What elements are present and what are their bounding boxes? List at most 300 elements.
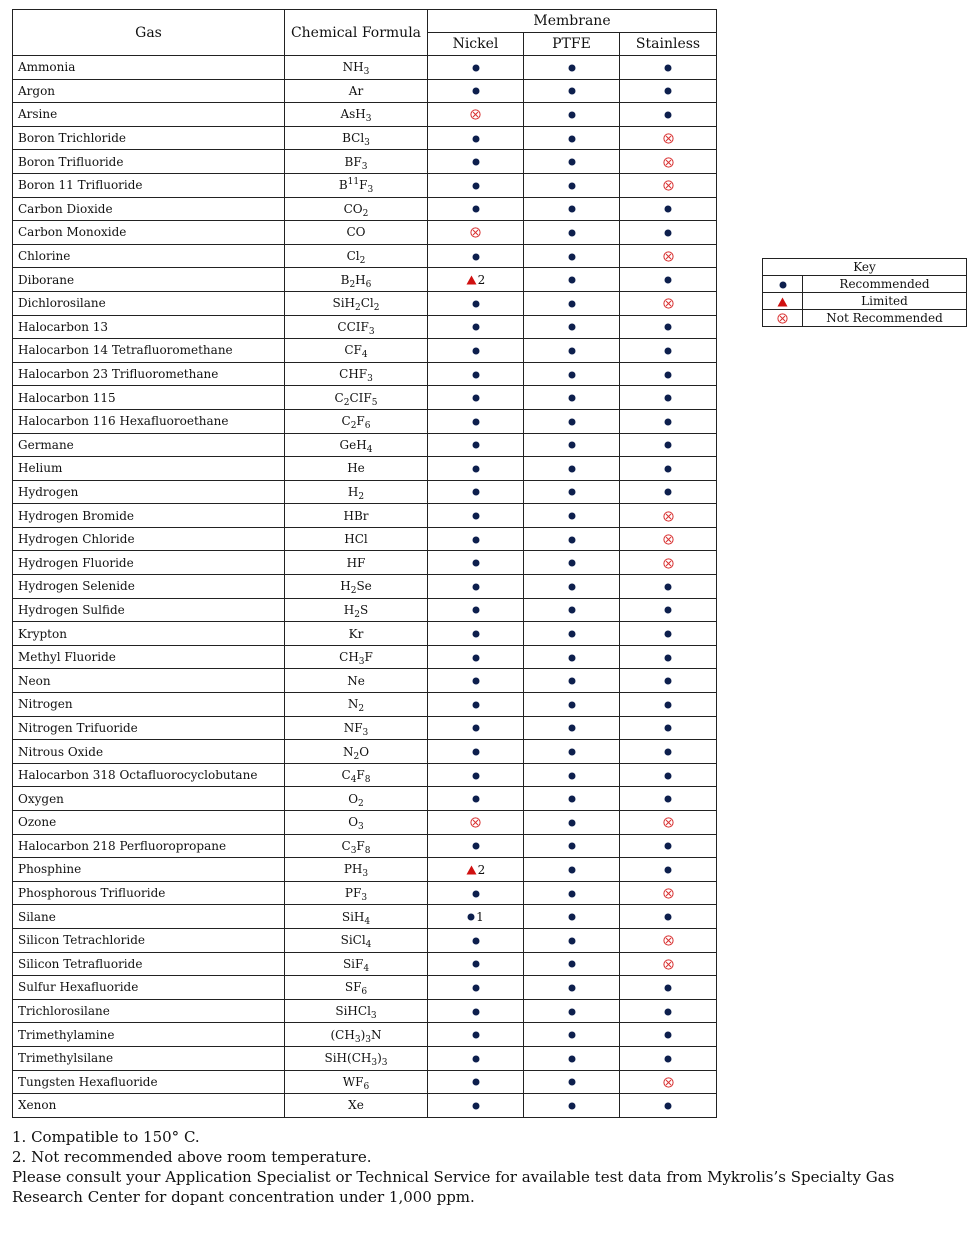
table-row	[13, 858, 717, 882]
recommended-dot-icon	[664, 748, 672, 756]
recommended-dot-icon	[664, 347, 672, 355]
recommended-dot-icon	[568, 64, 576, 72]
gas-name-cell: Chlorine	[13, 244, 285, 268]
table-row	[13, 504, 717, 528]
ptfe-rating-cell	[524, 905, 620, 929]
table-row	[13, 693, 717, 717]
recommended-dot-icon	[568, 135, 576, 143]
gas-name-cell: Hydrogen Selenide	[13, 575, 285, 599]
formula-cell: $NH_3$	[285, 56, 428, 80]
rating-mark	[664, 772, 672, 780]
rating-mark	[472, 300, 480, 308]
rating-mark	[472, 1031, 480, 1039]
table-row	[13, 834, 717, 858]
table-row	[13, 905, 717, 929]
recommended-dot-icon	[568, 394, 576, 402]
table-row	[13, 126, 717, 150]
formula-cell: GeH$_4$	[285, 433, 428, 457]
stainless-rating-cell	[620, 1094, 717, 1118]
gas-name-cell: Trimethylamine	[13, 1023, 285, 1047]
gas-name-cell: Boron Trifluoride	[13, 150, 285, 174]
ptfe-rating-cell	[524, 693, 620, 717]
rating-mark	[568, 87, 576, 95]
rating-mark	[568, 135, 576, 143]
recommended-dot-icon	[472, 606, 480, 614]
nickel-rating-cell	[428, 1070, 524, 1094]
recommended-dot-icon	[664, 866, 672, 874]
recommended-dot-icon	[472, 394, 480, 402]
table-row	[13, 362, 717, 386]
gas-name-cell: Boron 11 Trifluoride	[13, 173, 285, 197]
ptfe-rating-cell	[524, 858, 620, 882]
rating-mark	[664, 111, 672, 119]
nickel-rating-cell	[428, 315, 524, 339]
not-recommended-circle-x-icon	[470, 227, 481, 238]
rating-mark	[568, 300, 576, 308]
recommended-dot-icon	[472, 559, 480, 567]
rating-mark	[568, 819, 576, 827]
rating-mark	[472, 984, 480, 992]
rating-mark	[568, 913, 576, 921]
recommended-dot-icon	[472, 842, 480, 850]
recommended-dot-icon	[568, 583, 576, 591]
table-row	[13, 386, 717, 410]
rating-mark	[664, 677, 672, 685]
rating-mark	[664, 1055, 672, 1063]
not-recommended-circle-x-icon	[470, 109, 481, 120]
gas-name-cell: Silicon Tetrafluoride	[13, 952, 285, 976]
nickel-rating-cell	[428, 457, 524, 481]
table-row	[13, 928, 717, 952]
ptfe-rating-cell	[524, 480, 620, 504]
nickel-rating-cell	[428, 575, 524, 599]
recommended-dot-icon	[568, 229, 576, 237]
recommended-dot-icon	[664, 418, 672, 426]
recommended-dot-icon	[568, 842, 576, 850]
formula-cell: $Cl_2$	[285, 244, 428, 268]
rating-mark	[663, 180, 674, 191]
table-row	[13, 221, 717, 245]
rating-mark	[568, 253, 576, 261]
recommended-dot-icon	[472, 488, 480, 496]
table-row	[13, 1094, 717, 1118]
rating-mark	[664, 866, 672, 874]
gas-name-cell: Silane	[13, 905, 285, 929]
table-row	[13, 669, 717, 693]
formula-cell: $SiH(CH_3)_3$	[285, 1046, 428, 1070]
stainless-rating-cell	[620, 291, 717, 315]
nickel-rating-cell	[428, 905, 524, 929]
footnote-1: 1. Compatible to 150° C.	[12, 1128, 200, 1146]
rating-mark	[568, 701, 576, 709]
stainless-rating-cell	[620, 56, 717, 80]
recommended-dot-icon	[568, 488, 576, 496]
recommended-dot-icon	[568, 937, 576, 945]
nickel-rating-cell	[428, 527, 524, 551]
ptfe-rating-cell	[524, 221, 620, 245]
recommended-dot-icon	[568, 606, 576, 614]
stainless-rating-cell	[620, 645, 717, 669]
stainless-rating-cell	[620, 197, 717, 221]
nickel-rating-cell	[428, 504, 524, 528]
formula-cell: $CHF_3$	[285, 362, 428, 386]
recommended-dot-icon	[472, 64, 480, 72]
nickel-rating-cell	[428, 693, 524, 717]
rating-mark	[664, 64, 672, 72]
rating-mark	[472, 842, 480, 850]
recommended-dot-icon	[664, 205, 672, 213]
rating-mark	[568, 724, 576, 732]
recommended-dot-icon	[664, 795, 672, 803]
formula-cell: $PH_3$	[285, 858, 428, 882]
nickel-rating-cell	[428, 716, 524, 740]
key-title: Key	[763, 259, 967, 276]
formula-cell: HBr	[285, 504, 428, 528]
key-label: Limited	[803, 293, 967, 310]
table-row	[13, 457, 717, 481]
formula-cell: $C_3F_8$	[285, 834, 428, 858]
recommended-dot-icon	[568, 819, 576, 827]
rating-mark	[568, 842, 576, 850]
rating-mark	[568, 229, 576, 237]
nickel-rating-cell	[428, 173, 524, 197]
rating-mark	[663, 534, 674, 545]
stainless-column-header: Stainless	[620, 33, 717, 56]
gas-name-cell: Halocarbon 116 Hexafluoroethane	[13, 409, 285, 433]
recommended-dot-icon	[472, 748, 480, 756]
nickel-rating-cell	[428, 197, 524, 221]
ptfe-rating-cell	[524, 669, 620, 693]
rating-mark	[664, 418, 672, 426]
gas-name-cell: Oxygen	[13, 787, 285, 811]
ptfe-rating-cell	[524, 622, 620, 646]
rating-mark	[568, 1008, 576, 1016]
gas-name-cell: Tungsten Hexafluoride	[13, 1070, 285, 1094]
ptfe-rating-cell	[524, 952, 620, 976]
rating-mark	[568, 1102, 576, 1110]
rating-mark	[472, 701, 480, 709]
rating-mark	[664, 394, 672, 402]
rating-mark	[472, 371, 480, 379]
ptfe-rating-cell	[524, 881, 620, 905]
gas-name-cell: Sulfur Hexafluoride	[13, 976, 285, 1000]
rating-mark	[472, 536, 480, 544]
recommended-dot-icon	[664, 701, 672, 709]
recommended-dot-icon	[568, 654, 576, 662]
rating-mark	[664, 347, 672, 355]
recommended-dot-icon	[664, 229, 672, 237]
limited-triangle-icon	[777, 297, 788, 307]
stainless-rating-cell	[620, 173, 717, 197]
stainless-rating-cell	[620, 244, 717, 268]
nickel-rating-cell	[428, 811, 524, 835]
rating-mark	[472, 158, 480, 166]
nickel-rating-cell	[428, 1046, 524, 1070]
ptfe-column-header: PTFE	[524, 33, 620, 56]
table-row	[13, 480, 717, 504]
stainless-rating-cell	[620, 575, 717, 599]
rating-mark	[568, 654, 576, 662]
recommended-dot-icon	[472, 701, 480, 709]
rating-mark	[568, 182, 576, 190]
rating-mark	[472, 960, 480, 968]
ptfe-rating-cell	[524, 103, 620, 127]
recommended-dot-icon	[664, 772, 672, 780]
gas-name-cell: Dichlorosilane	[13, 291, 285, 315]
table-row	[13, 740, 717, 764]
rating-mark	[663, 511, 674, 522]
rating-mark	[472, 135, 480, 143]
table-row	[13, 952, 717, 976]
recommended-dot-icon	[568, 253, 576, 261]
nickel-rating-cell	[428, 928, 524, 952]
recommended-dot-icon	[472, 135, 480, 143]
ptfe-rating-cell	[524, 787, 620, 811]
rating-mark	[472, 488, 480, 496]
formula-cell: He	[285, 457, 428, 481]
rating-mark	[664, 842, 672, 850]
table-row	[13, 1023, 717, 1047]
rating-mark	[568, 418, 576, 426]
nickel-rating-cell	[428, 103, 524, 127]
recommended-dot-icon	[664, 441, 672, 449]
recommended-dot-icon	[467, 913, 475, 921]
rating-mark	[472, 441, 480, 449]
rating-mark	[472, 937, 480, 945]
recommended-dot-icon	[472, 253, 480, 261]
recommended-dot-icon	[568, 1008, 576, 1016]
recommended-dot-icon	[472, 87, 480, 95]
table-row	[13, 787, 717, 811]
recommended-dot-icon	[568, 960, 576, 968]
table-row	[13, 79, 717, 103]
recommended-dot-icon	[664, 1008, 672, 1016]
gas-name-cell: Halocarbon 14 Tetrafluoromethane	[13, 339, 285, 363]
rating-mark	[664, 1008, 672, 1016]
gas-name-cell: Halocarbon 13	[13, 315, 285, 339]
recommended-dot-icon	[568, 1102, 576, 1110]
stainless-rating-cell	[620, 905, 717, 929]
formula-cell: SiCl$_4$	[285, 928, 428, 952]
nickel-rating-cell	[428, 952, 524, 976]
rating-mark	[663, 935, 674, 946]
table-row	[13, 173, 717, 197]
not-recommended-circle-x-icon	[663, 558, 674, 569]
recommended-dot-icon	[664, 323, 672, 331]
rating-mark	[472, 512, 480, 520]
key-label: Not Recommended	[803, 310, 967, 327]
rating-mark	[568, 866, 576, 874]
gas-name-cell: Arsine	[13, 103, 285, 127]
table-row	[13, 1046, 717, 1070]
nickel-rating-cell	[428, 834, 524, 858]
table-row	[13, 999, 717, 1023]
ptfe-rating-cell	[524, 1023, 620, 1047]
recommended-dot-icon	[472, 182, 480, 190]
formula-cell: $H_2$	[285, 480, 428, 504]
formula-cell: $N_2$	[285, 693, 428, 717]
rating-mark	[664, 488, 672, 496]
nickel-rating-cell	[428, 409, 524, 433]
ptfe-rating-cell	[524, 339, 620, 363]
rating-mark	[568, 276, 576, 284]
gas-name-cell: Nitrogen Trifuoride	[13, 716, 285, 740]
recommended-dot-icon	[664, 677, 672, 685]
key-symbol-cell	[763, 310, 803, 327]
rating-mark	[568, 890, 576, 898]
rating-mark	[663, 558, 674, 569]
ptfe-rating-cell	[524, 1094, 620, 1118]
recommended-dot-icon	[568, 300, 576, 308]
recommended-dot-icon	[472, 441, 480, 449]
recommended-dot-icon	[568, 182, 576, 190]
key-row	[763, 310, 967, 327]
formula-cell: BCl$_3$	[285, 126, 428, 150]
rating-mark	[664, 276, 672, 284]
gas-name-cell: Halocarbon 23 Trifluoromethane	[13, 362, 285, 386]
nickel-rating-cell	[428, 339, 524, 363]
table-row	[13, 598, 717, 622]
table-row	[13, 291, 717, 315]
recommended-dot-icon	[472, 960, 480, 968]
recommended-dot-icon	[472, 536, 480, 544]
rating-mark	[664, 87, 672, 95]
table-row	[13, 197, 717, 221]
gas-name-cell: Carbon Dioxide	[13, 197, 285, 221]
formula-cell: HCl	[285, 527, 428, 551]
stainless-rating-cell	[620, 787, 717, 811]
footnote-2: 2. Not recommended above room temperature.	[12, 1148, 372, 1166]
table-row	[13, 315, 717, 339]
recommended-dot-icon	[472, 890, 480, 898]
recommended-dot-icon	[472, 937, 480, 945]
gas-name-cell: Phosphine	[13, 858, 285, 882]
key-row	[763, 276, 967, 293]
rating-mark	[663, 888, 674, 899]
recommended-dot-icon	[664, 276, 672, 284]
ptfe-rating-cell	[524, 386, 620, 410]
rating-mark	[472, 465, 480, 473]
recommended-dot-icon	[472, 158, 480, 166]
nickel-rating-cell	[428, 56, 524, 80]
recommended-dot-icon	[472, 630, 480, 638]
stainless-rating-cell	[620, 740, 717, 764]
gas-name-cell: Halocarbon 218 Perfluoropropane	[13, 834, 285, 858]
rating-mark	[663, 1077, 674, 1088]
formula-cell: $O_2$	[285, 787, 428, 811]
table-row	[13, 339, 717, 363]
recommended-dot-icon	[664, 606, 672, 614]
recommended-dot-icon	[568, 984, 576, 992]
rating-mark	[568, 1055, 576, 1063]
recommended-dot-icon	[568, 630, 576, 638]
ptfe-rating-cell	[524, 598, 620, 622]
key-label: Recommended	[803, 276, 967, 293]
recommended-dot-icon	[472, 205, 480, 213]
rating-mark	[664, 724, 672, 732]
stainless-rating-cell	[620, 1046, 717, 1070]
rating-mark	[664, 229, 672, 237]
rating-mark	[664, 795, 672, 803]
formula-cell: SiF$_4$	[285, 952, 428, 976]
stainless-rating-cell	[620, 126, 717, 150]
rating-mark	[664, 205, 672, 213]
table-row	[13, 763, 717, 787]
ptfe-rating-cell	[524, 244, 620, 268]
recommended-dot-icon	[568, 677, 576, 685]
rating-mark	[568, 606, 576, 614]
recommended-dot-icon	[664, 488, 672, 496]
recommended-dot-icon	[472, 418, 480, 426]
not-recommended-circle-x-icon	[663, 157, 674, 168]
formula-cell: $SiH_2Cl_2$	[285, 291, 428, 315]
rating-mark	[472, 890, 480, 898]
key-body	[763, 276, 967, 327]
stainless-rating-cell	[620, 622, 717, 646]
ptfe-rating-cell	[524, 197, 620, 221]
stainless-rating-cell	[620, 1070, 717, 1094]
ptfe-rating-cell	[524, 79, 620, 103]
recommended-dot-icon	[568, 724, 576, 732]
gas-name-cell: Trichlorosilane	[13, 999, 285, 1023]
stainless-rating-cell	[620, 999, 717, 1023]
gas-name-cell: Germane	[13, 433, 285, 457]
gas-name-cell: Nitrous Oxide	[13, 740, 285, 764]
not-recommended-circle-x-icon	[663, 959, 674, 970]
table-row	[13, 881, 717, 905]
recommended-dot-icon	[472, 1078, 480, 1086]
ptfe-rating-cell	[524, 976, 620, 1000]
table-row	[13, 150, 717, 174]
recommended-dot-icon	[568, 111, 576, 119]
recommended-dot-icon	[568, 1031, 576, 1039]
stainless-rating-cell	[620, 409, 717, 433]
formula-cell: Ar	[285, 79, 428, 103]
nickel-column-header: Nickel	[428, 33, 524, 56]
stainless-rating-cell	[620, 858, 717, 882]
ptfe-rating-cell	[524, 999, 620, 1023]
rating-mark	[472, 724, 480, 732]
rating-mark	[568, 536, 576, 544]
recommended-dot-icon	[472, 795, 480, 803]
rating-mark	[568, 512, 576, 520]
recommended-dot-icon	[664, 64, 672, 72]
formula-cell: SiHCl$_3$	[285, 999, 428, 1023]
rating-mark	[472, 253, 480, 261]
rating-mark	[568, 205, 576, 213]
membrane-group-header: Membrane	[428, 10, 717, 33]
rating-mark	[568, 960, 576, 968]
rating-mark	[568, 347, 576, 355]
formula-cell: Ne	[285, 669, 428, 693]
table-row	[13, 716, 717, 740]
stainless-rating-cell	[620, 457, 717, 481]
formula-cell: $C_4F_8$	[285, 763, 428, 787]
stainless-rating-cell	[620, 480, 717, 504]
formula-cell: HF	[285, 551, 428, 575]
rating-mark	[568, 1031, 576, 1039]
recommended-dot-icon	[568, 347, 576, 355]
rating-mark	[568, 748, 576, 756]
stainless-rating-cell	[620, 952, 717, 976]
key-row	[763, 293, 967, 310]
recommended-dot-icon	[472, 1008, 480, 1016]
recommended-dot-icon	[472, 347, 480, 355]
ptfe-rating-cell	[524, 126, 620, 150]
recommended-dot-icon	[568, 87, 576, 95]
recommended-dot-icon	[568, 205, 576, 213]
ptfe-rating-cell	[524, 928, 620, 952]
